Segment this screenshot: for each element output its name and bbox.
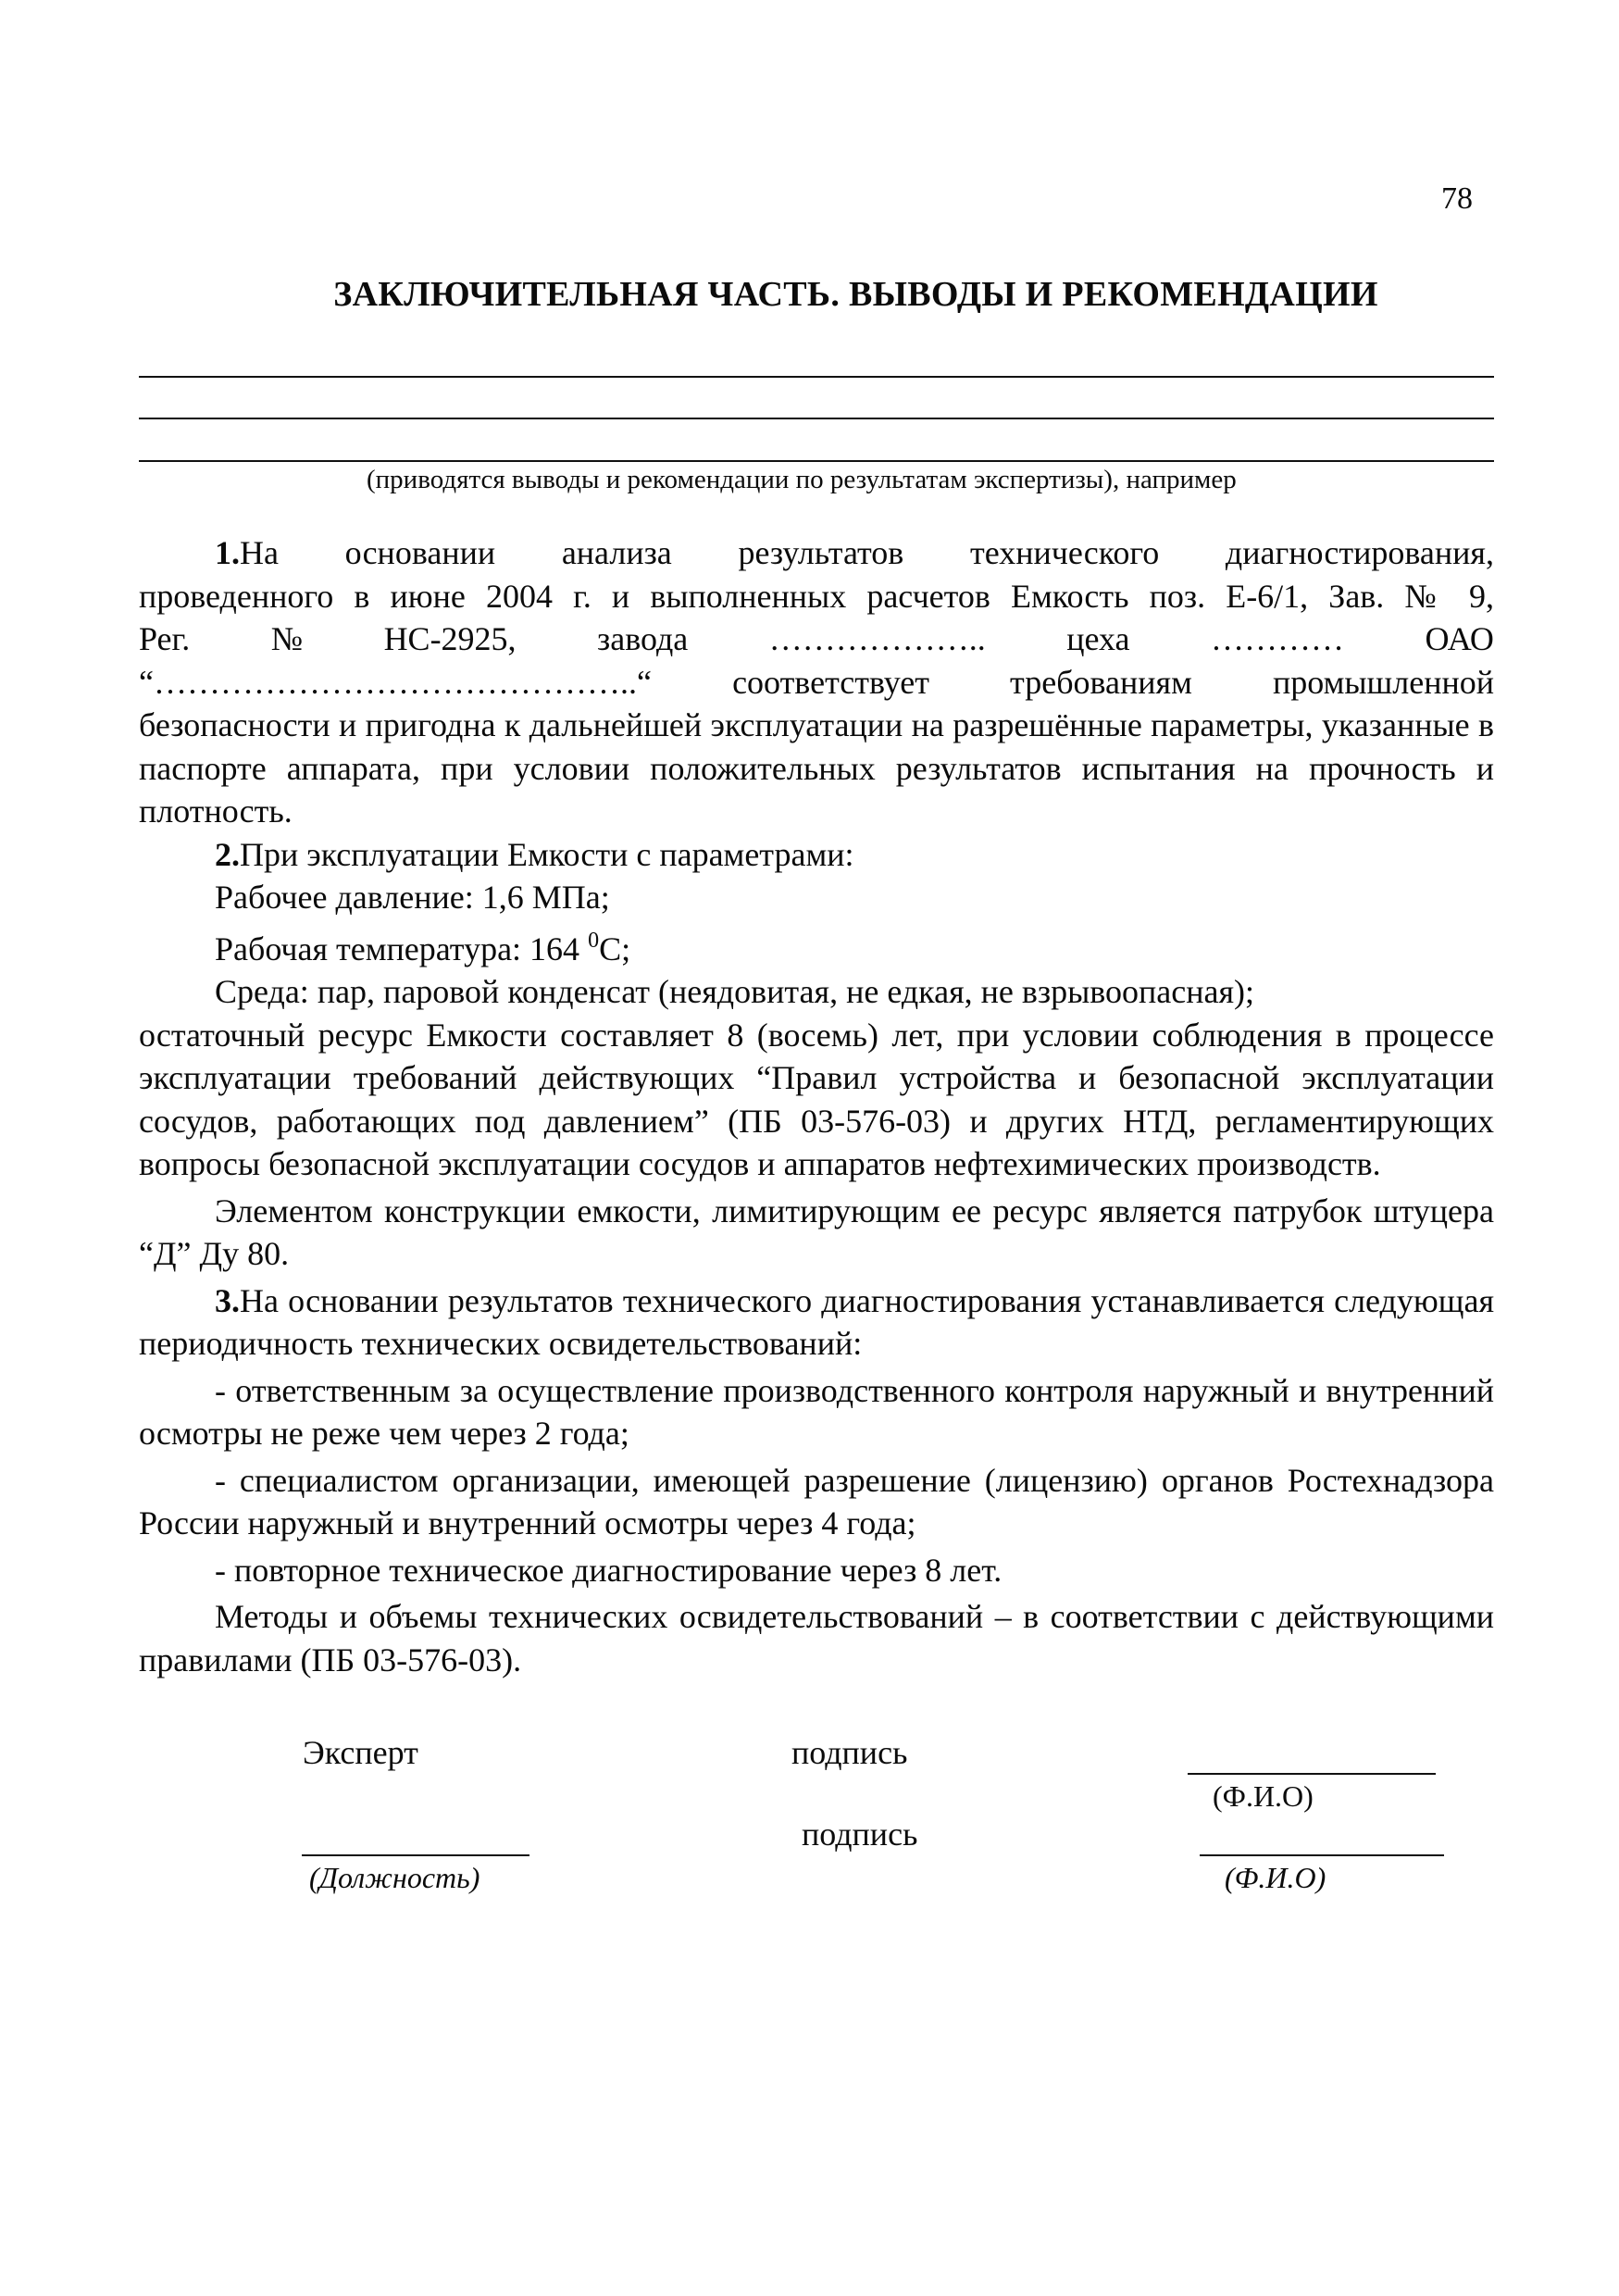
- blank-line-2: [139, 418, 1494, 419]
- section-1: [139, 531, 1494, 833]
- company-name-placeholder: “……………………………………..“: [139, 663, 652, 701]
- inspection-methods: Методы и объемы технических освидетельствований – в соответствии с действующими правилами (ПБ 03-576-03).: [139, 1598, 1494, 1678]
- signature-label-1: подпись: [791, 1734, 908, 1771]
- plant-placeholder: ………………..: [768, 620, 986, 657]
- section-1-registration-line: [139, 618, 1494, 661]
- inspection-item-3: - повторное техническое диагностирование через 8 лет.: [215, 1551, 1003, 1589]
- position-caption: (Должность): [309, 1861, 480, 1894]
- temperature-label: Рабочая температура: 164: [215, 930, 589, 967]
- section-3-intro: На основании результатов технического диагностирования устанавливается следующая периодичность технических освидетельствований:: [139, 1281, 1494, 1362]
- section-3: [139, 1279, 1494, 1682]
- expert-label: Эксперт: [303, 1734, 418, 1771]
- section-1-number: 1.: [215, 534, 240, 571]
- instruction-hint: (приводятся выводы и рекомендации по результатам экспертизы), например: [367, 465, 1237, 494]
- plant-label: завода: [597, 620, 689, 657]
- section-2-number: 2.: [215, 835, 240, 873]
- company-type: ОАО: [1425, 620, 1494, 657]
- reg-number: НС-2925,: [383, 620, 517, 657]
- fio-caption-2: (Ф.И.О): [1225, 1861, 1326, 1894]
- working-medium: Среда: пар, паровой конденсат (неядовитая, не едкая, не взрывоопасная);: [215, 973, 1255, 1010]
- page-title: ЗАКЛЮЧИТЕЛЬНАЯ ЧАСТЬ. ВЫВОДЫ И РЕКОМЕНДАЦИИ: [333, 275, 1378, 314]
- conclusions-body: [139, 531, 1494, 1681]
- workshop-placeholder: …………: [1211, 620, 1344, 657]
- degree-superscript: 0: [588, 928, 600, 953]
- number-sign: №: [270, 620, 304, 657]
- section-2: [139, 833, 1494, 1276]
- fio-line-1: [1188, 1773, 1436, 1775]
- section-1-line-4: [139, 661, 1494, 705]
- section-1-line-2: проведенного в июне 2004 г. и выполненных расчетов Емкость поз. Е-6/1, Зав. № 9,: [139, 577, 1494, 615]
- section-3-number: 3.: [215, 1281, 240, 1319]
- signature-label-2: подпись: [802, 1816, 918, 1853]
- workshop-label: цеха: [1066, 620, 1130, 657]
- section-2-intro: При эксплуатации Емкости с параметрами:: [240, 835, 854, 873]
- reg-label: Рег.: [139, 620, 191, 657]
- limiting-element: Элементом конструкции емкости, лимитирующим ее ресурс является патрубок штуцера “Д” Ду 80.: [139, 1192, 1494, 1272]
- temperature-unit: С;: [599, 930, 631, 967]
- section-1-line-1: На основании анализа результатов технического диагностирования,: [240, 534, 1494, 571]
- blank-line-3: [139, 460, 1494, 462]
- section-1-rest: безопасности и пригодна к дальнейшей эксплуатации на разрешённые параметры, указанные в паспорте аппарата, при условии положительных результатов испытания на прочность и плотность.: [139, 706, 1494, 830]
- position-line: [302, 1854, 529, 1856]
- word-industrial: промышленной: [1272, 663, 1494, 701]
- working-temperature: [139, 919, 1494, 971]
- word-requirements: требованиям: [1010, 663, 1192, 701]
- blank-line-1: [139, 376, 1494, 378]
- page-number: 78: [1441, 181, 1473, 216]
- inspection-item-1: - ответственным за осуществление производственного контроля наружный и внутренний осмотры не реже чем через 2 года;: [139, 1371, 1494, 1452]
- fio-line-2: [1200, 1854, 1444, 1856]
- fio-caption-1: (Ф.И.О): [1213, 1779, 1314, 1813]
- residual-resource: остаточный ресурс Емкости составляет 8 (восемь) лет, при условии соблюдения в процессе эксплуатации требований действующих “Правил устройства и безопасной эксплуатации сосудов, работающих под давлением” (ПБ 03-576-03) и других НТД, регламентирующих вопросы безопасной эксплуатации сосудов и аппаратов нефтехимических производств.: [139, 1016, 1494, 1182]
- working-pressure: Рабочее давление: 1,6 МПа;: [215, 879, 610, 916]
- inspection-item-2: - специалистом организации, имеющей разрешение (лицензию) органов Ростехнадзора России наружный и внутренний осмотры через 4 года;: [139, 1461, 1494, 1541]
- word-complies: соответствует: [732, 663, 929, 701]
